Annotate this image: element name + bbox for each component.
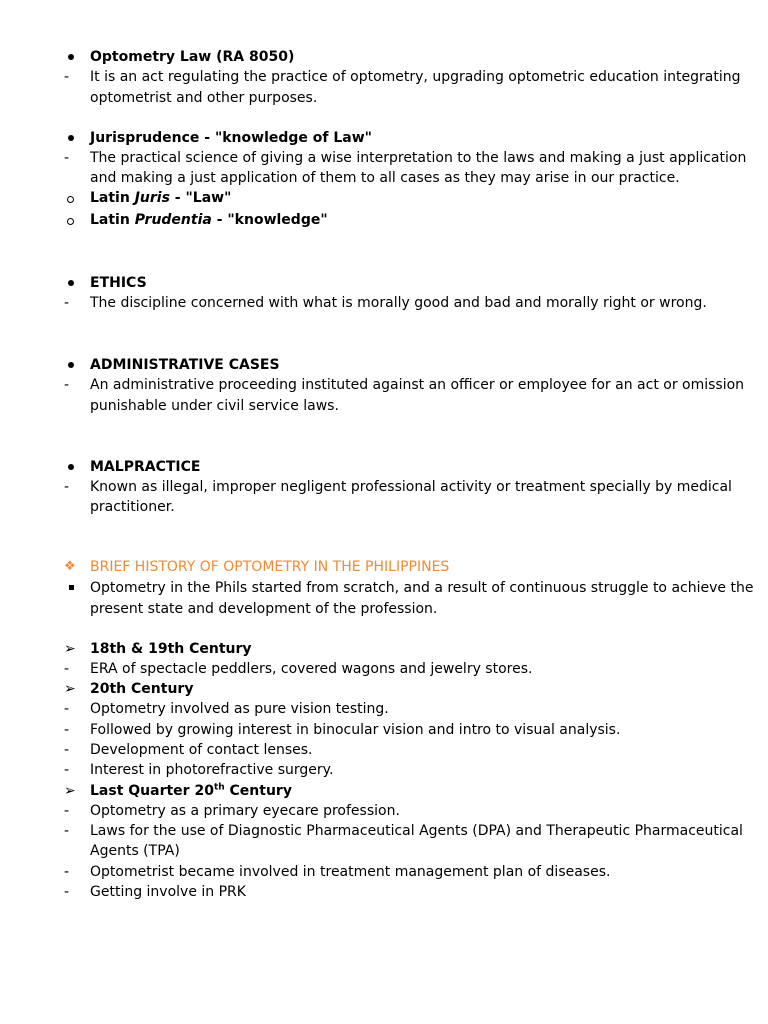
list-item: ERA of spectacle peddlers, covered wagons and jewelry stores. — [90, 661, 533, 677]
heading-last-quarter-20th-century: Last Quarter 20th Century — [90, 782, 292, 799]
heading-administrative-cases: ADMINISTRATIVE CASES — [90, 357, 280, 373]
paragraph-line: punishable under civil service laws. — [90, 398, 339, 414]
heading-optometry-law: Optometry Law (RA 8050) — [90, 49, 295, 65]
paragraph-line: Optometry in the Phils started from scratch, and a result of continuous struggle to achieve the — [90, 580, 754, 596]
dash-icon: - — [64, 150, 70, 166]
bullet-icon — [68, 362, 74, 368]
bullet-icon — [68, 54, 74, 60]
paragraph-line: It is an act regulating the practice of optometry, upgrading optometric education integrating — [90, 69, 741, 85]
dash-icon: - — [64, 69, 70, 85]
square-bullet-icon — [69, 585, 74, 590]
heading-20th-century: 20th Century — [90, 681, 194, 697]
arrow-icon: ➢ — [64, 681, 76, 697]
arrow-icon: ➢ — [64, 641, 76, 657]
paragraph-line: optometrist and other purposes. — [90, 90, 318, 106]
list-item: Optometrist became involved in treatment management plan of diseases. — [90, 864, 611, 880]
heading-jurisprudence: Jurisprudence - "knowledge of Law" — [90, 130, 372, 146]
heading-ethics: ETHICS — [90, 275, 147, 291]
list-item: Laws for the use of Diagnostic Pharmaceutical Agents (DPA) and Therapeutic Pharmaceutical — [90, 823, 743, 839]
list-item-continuation: Agents (TPA) — [90, 843, 180, 859]
dash-icon: - — [64, 377, 70, 393]
dash-icon: - — [64, 295, 70, 311]
list-item: Optometry as a primary eyecare profession. — [90, 803, 400, 819]
paragraph-line: An administrative proceeding instituted against an officer or employee for an act or omission — [90, 377, 745, 393]
dash-icon: - — [64, 823, 70, 839]
paragraph-line: and making a just application of them to all cases as they may arise in our practice. — [90, 170, 680, 186]
bullet-icon — [68, 280, 74, 286]
dash-icon: - — [64, 722, 70, 738]
list-item: Followed by growing interest in binocular vision and intro to visual analysis. — [90, 722, 621, 738]
dash-icon: - — [64, 701, 70, 717]
heading-brief-history: BRIEF HISTORY OF OPTOMETRY IN THE PHILIPPINES — [90, 559, 450, 575]
dash-icon: - — [64, 762, 70, 778]
heading-malpractice: MALPRACTICE — [90, 459, 201, 475]
paragraph-line: The practical science of giving a wise interpretation to the laws and making a just application — [90, 150, 747, 166]
paragraph-line: The discipline concerned with what is morally good and bad and morally right or wrong. — [90, 295, 707, 311]
heading-18th-19th-century: 18th & 19th Century — [90, 641, 252, 657]
dash-icon: - — [64, 864, 70, 880]
circle-bullet-icon — [67, 196, 74, 203]
diamond-icon: ❖ — [64, 559, 76, 574]
circle-bullet-icon — [67, 218, 74, 225]
bullet-icon — [68, 135, 74, 141]
list-item: Getting involve in PRK — [90, 884, 246, 900]
list-item: Interest in photorefractive surgery. — [90, 762, 334, 778]
dash-icon: - — [64, 884, 70, 900]
list-item: Development of contact lenses. — [90, 742, 313, 758]
dash-icon: - — [64, 742, 70, 758]
dash-icon: - — [64, 803, 70, 819]
paragraph-line: present state and development of the profession. — [90, 601, 438, 617]
bullet-icon — [68, 464, 74, 470]
paragraph-line: practitioner. — [90, 499, 175, 515]
arrow-icon: ➢ — [64, 783, 76, 799]
dash-icon: - — [64, 479, 70, 495]
latin-prudentia: Latin Prudentia - "knowledge" — [90, 212, 328, 228]
dash-icon: - — [64, 661, 70, 677]
paragraph-line: Known as illegal, improper negligent professional activity or treatment specially by medical — [90, 479, 732, 495]
list-item: Optometry involved as pure vision testing. — [90, 701, 389, 717]
latin-juris: Latin Juris - "Law" — [90, 190, 232, 206]
